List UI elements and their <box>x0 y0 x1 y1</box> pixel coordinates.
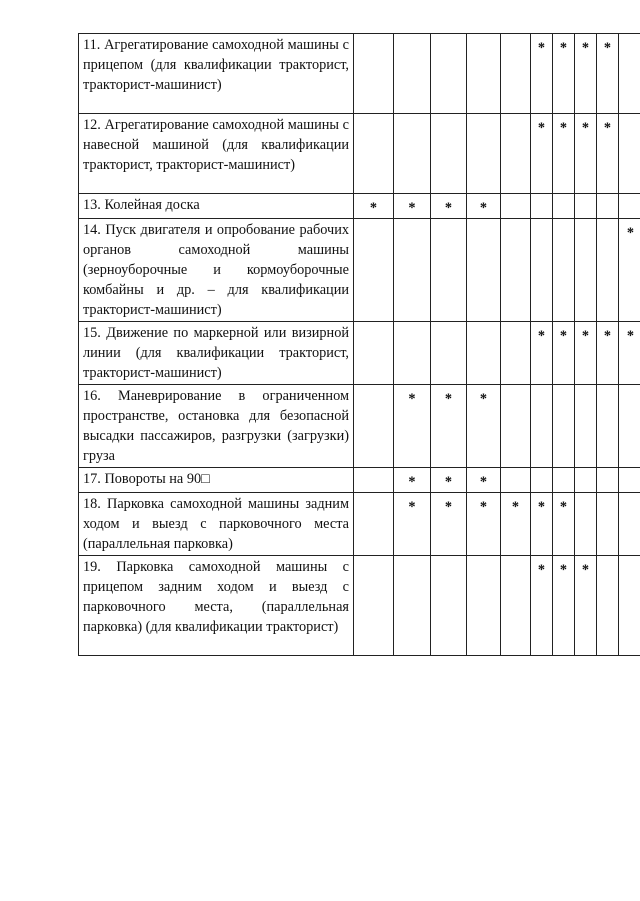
asterisk-mark-cell: * <box>531 493 553 556</box>
asterisk-mark-cell: * <box>553 114 575 194</box>
empty-cell <box>501 385 531 468</box>
asterisk-mark-cell: * <box>531 556 553 656</box>
empty-cell <box>467 114 501 194</box>
asterisk-mark-cell: * <box>431 493 467 556</box>
empty-cell <box>553 194 575 219</box>
empty-cell <box>531 194 553 219</box>
empty-cell <box>431 219 467 322</box>
exercise-description: 17. Повороты на 90□ <box>79 468 354 493</box>
table-row <box>79 194 640 219</box>
asterisk-mark-cell: * <box>501 493 531 556</box>
empty-cell <box>467 556 501 656</box>
empty-cell <box>354 219 394 322</box>
asterisk-mark-cell: * <box>394 493 431 556</box>
empty-cell <box>597 194 619 219</box>
asterisk-mark-cell: * <box>467 468 501 493</box>
empty-cell <box>431 114 467 194</box>
asterisk-mark-cell: * <box>431 194 467 219</box>
empty-cell <box>531 385 553 468</box>
asterisk-mark-cell: * <box>575 114 597 194</box>
empty-cell <box>501 556 531 656</box>
exercise-table <box>78 33 640 656</box>
empty-cell <box>354 385 394 468</box>
empty-cell <box>394 34 431 114</box>
table-row <box>79 493 640 556</box>
asterisk-mark-cell: * <box>467 493 501 556</box>
empty-cell <box>553 468 575 493</box>
empty-cell <box>394 322 431 385</box>
asterisk-mark-cell: * <box>553 493 575 556</box>
asterisk-mark-cell: * <box>597 34 619 114</box>
table-row <box>79 322 640 385</box>
empty-cell <box>467 34 501 114</box>
empty-cell <box>597 385 619 468</box>
empty-cell <box>619 556 640 656</box>
exercise-description: 15. Движение по маркерной или визирной линии (для квалификации тракторист, тракторист-машинист) <box>79 322 354 385</box>
table-row <box>79 114 640 194</box>
exercise-description: 18. Парковка самоходной машины задним ходом и выезд с парковочного места (параллельная парковка) <box>79 493 354 556</box>
empty-cell <box>354 322 394 385</box>
empty-cell <box>354 493 394 556</box>
empty-cell <box>575 493 597 556</box>
empty-cell <box>467 322 501 385</box>
asterisk-mark-cell: * <box>394 468 431 493</box>
exercise-description: 16. Маневрирование в ограниченном пространстве, остановка для безопасной высадки пассажиров, разгрузки (загрузки) груза <box>79 385 354 468</box>
empty-cell <box>354 556 394 656</box>
asterisk-mark-cell: * <box>531 322 553 385</box>
empty-cell <box>354 468 394 493</box>
empty-cell <box>501 194 531 219</box>
asterisk-mark-cell: * <box>619 322 640 385</box>
empty-cell <box>619 385 640 468</box>
empty-cell <box>501 34 531 114</box>
table-row <box>79 556 640 656</box>
asterisk-mark-cell: * <box>553 556 575 656</box>
empty-cell <box>597 493 619 556</box>
empty-cell <box>553 385 575 468</box>
table-row <box>79 219 640 322</box>
exercise-description: 14. Пуск двигателя и опробование рабочих органов самоходной машины (зерноуборочные и кормоуборочные комбайны и др. – для квалификации тракторист-машинист) <box>79 219 354 322</box>
asterisk-mark-cell: * <box>597 114 619 194</box>
exercise-description: 12. Агрегатирование самоходной машины с навесной машиной (для квалификации тракторист, тракторист-машинист) <box>79 114 354 194</box>
empty-cell <box>354 114 394 194</box>
empty-cell <box>575 468 597 493</box>
asterisk-mark-cell: * <box>394 385 431 468</box>
empty-cell <box>597 556 619 656</box>
asterisk-mark-cell: * <box>619 219 640 322</box>
empty-cell <box>619 194 640 219</box>
asterisk-mark-cell: * <box>553 322 575 385</box>
asterisk-mark-cell: * <box>431 468 467 493</box>
exercise-description: 11. Агрегатирование самоходной машины с прицепом (для квалификации тракторист, тракторист-машинист) <box>79 34 354 114</box>
empty-cell <box>431 556 467 656</box>
exercise-description: 13. Колейная доска <box>79 194 354 219</box>
asterisk-mark-cell: * <box>531 34 553 114</box>
empty-cell <box>394 556 431 656</box>
empty-cell <box>619 34 640 114</box>
table-row <box>79 468 640 493</box>
empty-cell <box>467 219 501 322</box>
empty-cell <box>501 219 531 322</box>
asterisk-mark-cell: * <box>467 194 501 219</box>
asterisk-mark-cell: * <box>597 322 619 385</box>
empty-cell <box>597 219 619 322</box>
asterisk-mark-cell: * <box>575 556 597 656</box>
asterisk-mark-cell: * <box>354 194 394 219</box>
empty-cell <box>501 468 531 493</box>
empty-cell <box>619 468 640 493</box>
empty-cell <box>394 219 431 322</box>
exercise-description: 19. Парковка самоходной машины с прицепом задним ходом и выезд с парковочного места, (параллельная парковка) (для квалификации тракторист) <box>79 556 354 656</box>
empty-cell <box>431 34 467 114</box>
empty-cell <box>553 219 575 322</box>
empty-cell <box>394 114 431 194</box>
asterisk-mark-cell: * <box>553 34 575 114</box>
asterisk-mark-cell: * <box>394 194 431 219</box>
empty-cell <box>597 468 619 493</box>
empty-cell <box>354 34 394 114</box>
empty-cell <box>501 114 531 194</box>
empty-cell <box>619 114 640 194</box>
empty-cell <box>531 219 553 322</box>
empty-cell <box>431 322 467 385</box>
empty-cell <box>619 493 640 556</box>
asterisk-mark-cell: * <box>531 114 553 194</box>
asterisk-mark-cell: * <box>431 385 467 468</box>
empty-cell <box>531 468 553 493</box>
table-row <box>79 34 640 114</box>
empty-cell <box>575 385 597 468</box>
empty-cell <box>575 194 597 219</box>
empty-cell <box>501 322 531 385</box>
table-row <box>79 385 640 468</box>
asterisk-mark-cell: * <box>575 34 597 114</box>
asterisk-mark-cell: * <box>575 322 597 385</box>
asterisk-mark-cell: * <box>467 385 501 468</box>
empty-cell <box>575 219 597 322</box>
